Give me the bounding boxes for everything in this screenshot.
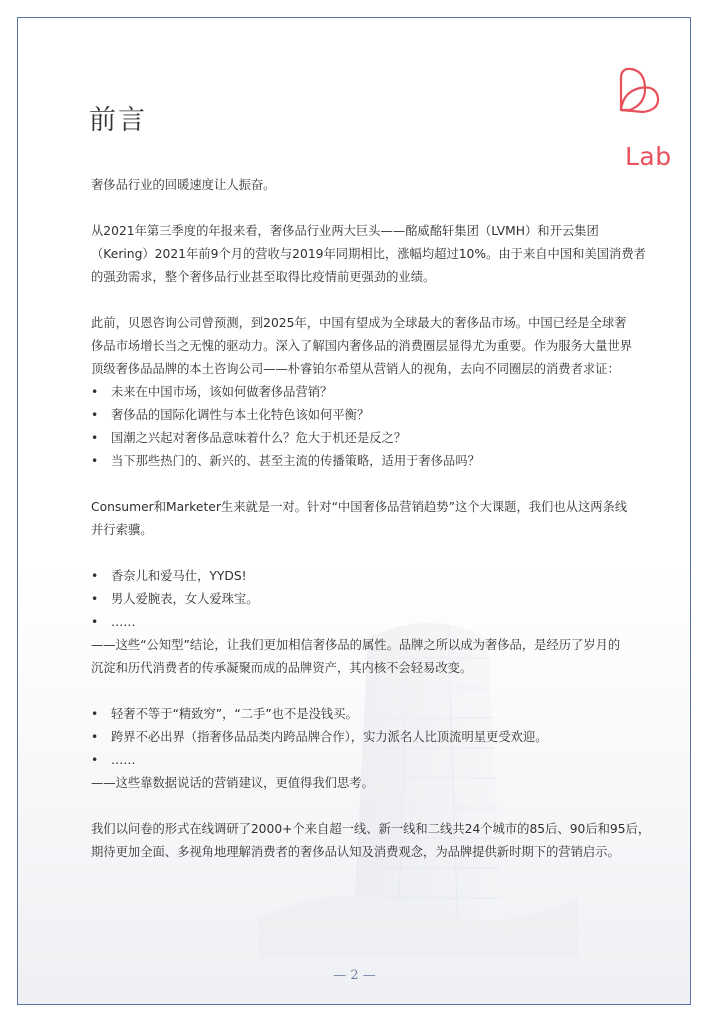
paragraph-line: 沉淀和历代消费者的传承凝聚而成的品牌资产，其内核不会轻易改变。	[91, 661, 473, 675]
body-text	[91, 174, 661, 864]
paragraph-line: 的强劲需求，整个奢侈品行业甚至取得比疫情前更强劲的业绩。	[91, 270, 436, 284]
footer-dash-right: —	[358, 968, 376, 983]
page-title: 前言	[89, 105, 147, 136]
page-frame	[17, 17, 691, 1005]
logo-text: Lab	[625, 142, 672, 171]
bullet-item: • 男人爱腕表，女人爱珠宝。	[91, 588, 661, 611]
paragraph-line: ——这些靠数据说话的营销建议，更值得我们思考。	[91, 776, 374, 790]
paragraph-line: ——这些“公知型”结论，让我们更加相信奢侈品的属性。品牌之所以成为奢侈品，是经历了岁月的	[91, 638, 621, 652]
page-number: 2	[350, 968, 359, 983]
bullet-item: • ……	[91, 749, 661, 772]
bullet-item: • 香奈儿和爱马仕，YYDS!	[91, 565, 661, 588]
bullet-item: • ……	[91, 611, 661, 634]
bullet-item: • 当下那些热门的、新兴的、甚至主流的传播策略，适用于奢侈品吗？	[91, 450, 661, 473]
paragraph-line: 从2021年第三季度的年报来看，奢侈品行业两大巨头——酩威酩轩集团（LVMH）和开云集团	[91, 224, 599, 238]
paragraph-line: （Kering）2021年前9个月的营收与2019年同期相比，涨幅均超过10%。由于来自中国和美国消费者	[91, 247, 646, 261]
paragraph-line: 侈品市场增长当之无愧的驱动力。深入了解国内奢侈品的消费圈层显得尤为重要。作为服务大量世界	[91, 339, 633, 353]
page-footer	[0, 968, 709, 983]
paragraph-line: 期待更加全面、多视角地理解消费者的奢侈品认知及消费观念，为品牌提供新时期下的营销启示。	[91, 845, 620, 859]
paragraph-line: 此前，贝恩咨询公司曾预测，到2025年，中国有望成为全球最大的奢侈品市场。中国已经是全球奢	[91, 316, 627, 330]
paragraph-line: 顶级奢侈品品牌的本土咨询公司——朴睿铂尔希望从营销人的视角，去向不同圈层的消费者求证：	[91, 362, 620, 376]
intro-paragraph: 奢侈品行业的回暖速度让人振奋。	[91, 178, 276, 192]
paragraph-line: Consumer和Marketer生来就是一对。针对“中国奢侈品营销趋势”这个大课题，我们也从这两条线	[91, 500, 628, 514]
paragraph-line: 并行索骥。	[91, 523, 153, 537]
paragraph-line: 我们以问卷的形式在线调研了2000+个来自超一线、新一线和二线共24个城市的85后、90后和95后，	[91, 822, 651, 836]
bullet-item: • 奢侈品的国际化调性与本土化特色该如何平衡？	[91, 404, 661, 427]
bullet-item: • 轻奢不等于“精致穷”，“二手”也不是没钱买。	[91, 703, 661, 726]
bullet-item: • 未来在中国市场，该如何做奢侈品营销？	[91, 381, 661, 404]
bullet-item: • 跨界不必出界（指奢侈品品类内跨品牌合作），实力派名人比顶流明星更受欢迎。	[91, 726, 661, 749]
bullet-item: • 国潮之兴起对奢侈品意味着什么？危大于机还是反之？	[91, 427, 661, 450]
footer-dash-left: —	[333, 968, 351, 983]
